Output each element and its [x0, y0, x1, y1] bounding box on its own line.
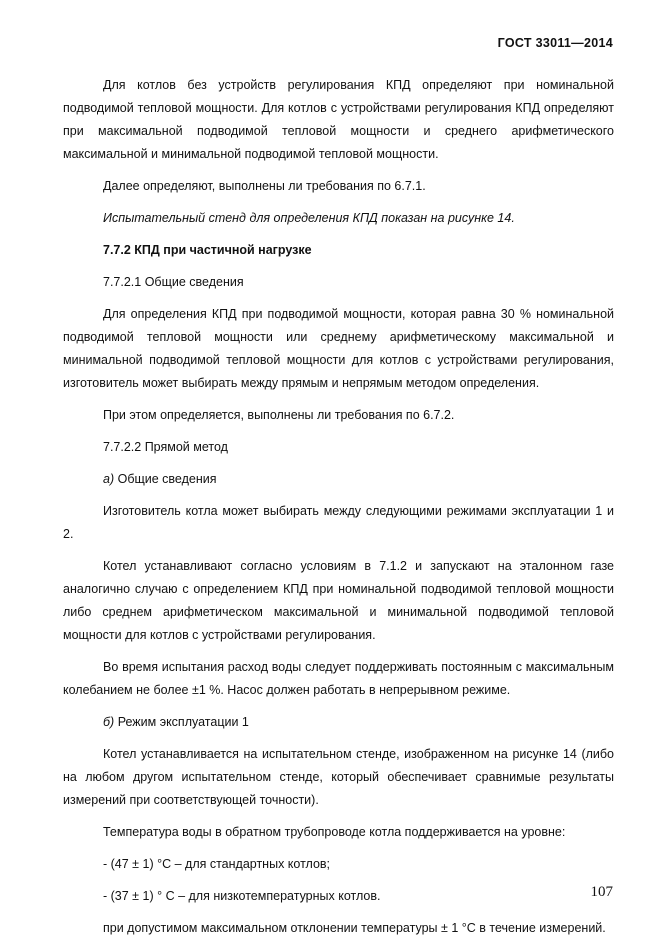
document-body [63, 74, 614, 949]
subsection-heading: 7.7.2.1 Общие сведения [103, 275, 244, 289]
paragraph: Во время испытания расход воды следует поддерживать постоянным с максимальным колебанием не более ±1 %. Насос должен работать в непрерывном режиме. [63, 660, 614, 697]
list-item: - (47 ± 1) °С – для стандартных котлов; [103, 857, 331, 871]
marker-b: б) [103, 715, 115, 729]
subsection-heading: 7.7.2.2 Прямой метод [103, 440, 228, 454]
paragraph: Температура воды в обратном трубопроводе котла поддерживается на уровне: [103, 825, 566, 839]
paragraph: Для определения КПД при подводимой мощности, которая равна 30 % номинальной подводимой тепловой мощности или среднему арифметическому максимальной и минимальной подводимой тепловой мощности для котлов с устройствами регулирования, изготовитель может выбирать между прямым и непрямым методом определения. [63, 307, 614, 390]
paragraph: при допустимом максимальном отклонении температуры ± 1 °С в течение измерений. [103, 921, 606, 935]
marker-a: а) [103, 472, 115, 486]
section-heading: 7.7.2 КПД при частичной нагрузке [103, 243, 312, 257]
paragraph: Для котлов без устройств регулирования КПД определяют при номинальной подводимой тепловой мощности. Для котлов с устройствами регулирования КПД определяют при максимальной подводимой тепловой мощности и среднего арифметического максимальной и минимальной подводимой тепловой мощности. [63, 78, 614, 161]
paragraph: Котел устанавливают согласно условиям в 7.1.2 и запускают на эталонном газе аналогично случаю с определением КПД при номинальной подводимой тепловой мощности либо среднем арифметическом максимальной и минимальной подводимой тепловой мощности для котлов с устройствами регулирования. [63, 559, 614, 642]
figure-reference-note: Испытательный стенд для определения КПД показан на рисунке 14. [103, 211, 515, 225]
paragraph: Изготовитель котла может выбирать между следующими режимами эксплуатации 1 и 2. [63, 504, 614, 541]
paragraph: Котел устанавливается на испытательном стенде, изображенном на рисунке 14 (либо на любом другом испытательном стенде, который обеспечивает сравнимые результаты измерений при соответствующей точности). [63, 747, 614, 807]
list-heading-a: а) Общие сведения [103, 472, 217, 486]
paragraph: При этом определяется, выполнены ли требования по 6.7.2. [103, 408, 455, 422]
paragraph: Далее определяют, выполнены ли требования по 6.7.1. [103, 179, 426, 193]
standard-header: ГОСТ 33011—2014 [497, 36, 613, 50]
page-number: 107 [590, 884, 613, 900]
list-heading-b: б) Режим эксплуатации 1 [103, 715, 249, 729]
list-item: - (37 ± 1) ° С – для низкотемпературных котлов. [103, 889, 381, 903]
